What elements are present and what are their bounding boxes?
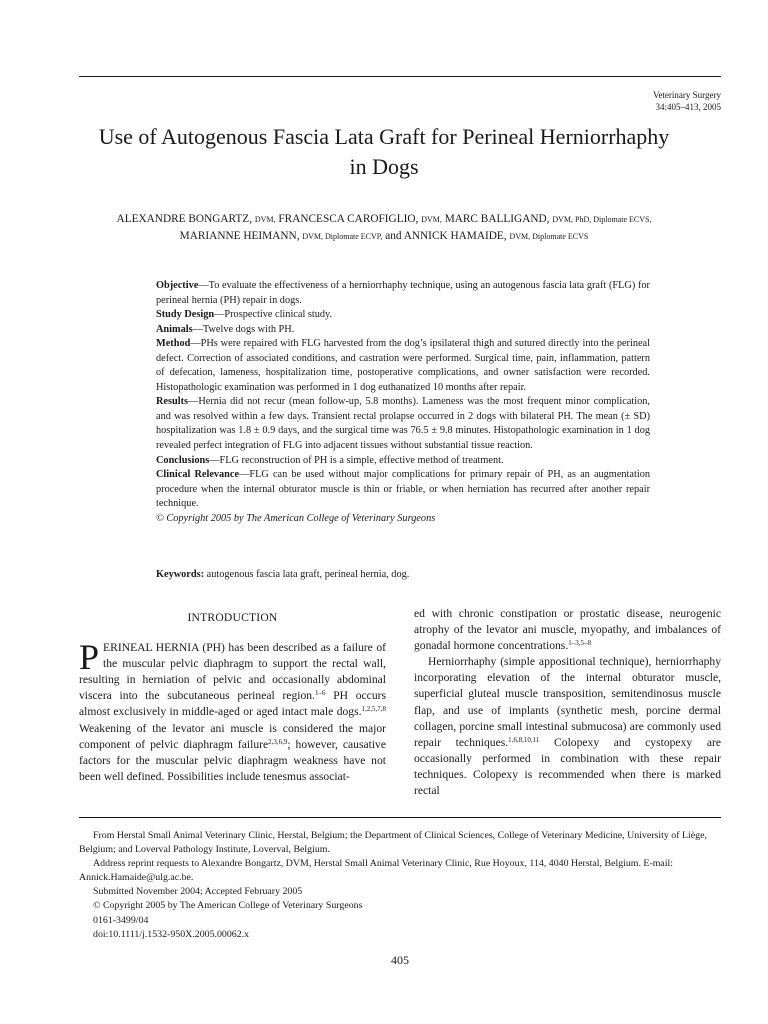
abstract-label: Animals [156, 323, 193, 335]
footnote-doi: doi:10.1111/j.1532-950X.2005.00062.x [93, 928, 250, 940]
author-credentials: DVM, Diplomate ECVP, [302, 232, 383, 241]
abstract-copyright: © Copyright 2005 by The American College of Veterinary Surgeons [156, 512, 436, 524]
citation-ref: 1–3,5–8 [568, 639, 591, 648]
intro-paragraph-2 [414, 654, 721, 799]
author-list [60, 211, 708, 245]
citation-ref: 2,3,6,9 [268, 737, 288, 746]
author-name: ALEXANDRE BONGARTZ, [116, 213, 253, 225]
abstract-label: Method [156, 338, 191, 350]
body-text: ; however, causative factors for the muscular pelvic diaphragm weakness have not been well defined. Possibilities include tenesmus associat- [79, 737, 386, 783]
body-text: Weakening of the levator ani muscle is considered the major component of pelvic diaphragm failure [79, 721, 386, 751]
journal-volume-pages: 34:405–413, 2005 [655, 102, 721, 112]
abstract [156, 279, 650, 526]
body-column-right [414, 606, 721, 799]
abstract-text: —Prospective clinical study. [214, 309, 333, 321]
abstract-label: Study Design [156, 309, 215, 321]
intro-paragraph-1-start [79, 637, 386, 785]
author-name: MARC BALLIGAND, [444, 213, 550, 225]
journal-citation [653, 89, 721, 113]
author-name: ANNICK HAMAIDE, [403, 230, 507, 242]
body-column-left [79, 606, 386, 785]
keywords [156, 568, 650, 582]
author-credentials: DVM, [421, 215, 442, 224]
abstract-conclusions [156, 454, 650, 469]
abstract-label: Results [156, 396, 189, 408]
abstract-label: Conclusions [156, 454, 210, 466]
author-credentials: DVM, [254, 215, 276, 224]
body-text: ed with chronic constipation or prostatic disease, neurogenic atrophy of the levator ani muscle, myopathy, and imbalances of gonadal hormone concentrations. [414, 607, 721, 653]
abstract-method [156, 337, 650, 395]
abstract-text: —To evaluate the effectiveness of a herniorrhaphy technique, using an autogenous fascia lata graft (FLG) for perineal hernia (PH) repair in dogs. [156, 280, 650, 306]
abstract-results [156, 395, 650, 453]
footnotes [79, 829, 721, 942]
body-text: ERINEAL HERNIA (PH) has been described as a failure of the muscular pelvic diaphragm to support the rectal wall, resulting in herniation of pelvic and occasionally abdominal viscera into the subcutaneous perineal region. [79, 641, 386, 703]
page-number: 405 [391, 953, 409, 967]
header-rule [79, 76, 721, 77]
citation-ref: 1–6 [314, 689, 326, 698]
footnote-affiliation: From Herstal Small Animal Veterinary Clinic, Herstal, Belgium; the Department of Clinical Sciences, College of Veterinary Medicine, University of Liège, Belgium; and Loverval Pathology Institute, Loverval, Belgium. [79, 830, 707, 856]
author-credentials: DVM, Diplomate ECVS [509, 232, 589, 241]
abstract-study-design [156, 308, 650, 323]
abstract-text: —PHs were repaired with FLG harvested from the dog’s ipsilateral thigh and sutured directly into the perineal defect. Correction of associated conditions, and castration were performed. Surgical time, pain, inflammation, pattern of defecation, lameness, hospitalization time, postoperative complications, and owner satisfaction were recorded. Histopathologic examination was performed in 1 dog euthanatized 10 months after repair. [156, 338, 650, 393]
citation-ref: 1,2,5,7,8 [361, 705, 386, 714]
citation-ref: 1,6,8,10,11 [508, 735, 540, 744]
footnote-issn: 0161-3499/04 [93, 914, 149, 926]
abstract-label: Objective [156, 280, 199, 291]
abstract-clinical-relevance [156, 468, 650, 512]
keywords-label: Keywords: [156, 569, 205, 580]
article-title [60, 122, 708, 182]
section-heading-introduction: INTRODUCTION [187, 611, 278, 624]
author-line-1 [60, 211, 708, 228]
author-name: MARIANNE HEIMANN, [179, 230, 300, 242]
keywords-text: autogenous fascia lata graft, perineal hernia, dog. [206, 569, 410, 580]
author-credentials: DVM, PhD, Diplomate ECVS, [552, 215, 652, 224]
footnote-submitted: Submitted November 2004; Accepted February 2005 [93, 886, 303, 898]
intro-paragraph-1-continued [414, 606, 721, 654]
abstract-objective [156, 279, 650, 308]
abstract-text: —Twelve dogs with PH. [192, 323, 295, 335]
author-conjunction: and [385, 230, 402, 242]
abstract-label: Clinical Relevance [156, 469, 240, 481]
abstract-animals [156, 323, 650, 338]
footnote-rule [79, 817, 721, 818]
article-title-line-1: Use of Autogenous Fascia Lata Graft for Perineal Herniorrhaphy [98, 124, 670, 149]
abstract-text: —FLG can be used without major complications for primary repair of PH, as an augmentation procedure when the internal obturator muscle is thin or friable, or when herniation has recurred after another repair technique. [156, 469, 650, 510]
footnote-copyright: © Copyright 2005 by The American College of Veterinary Surgeons [93, 900, 363, 912]
author-line-2 [60, 228, 708, 245]
body-text: PH occurs almost exclusively in middle-aged or aged intact male dogs. [79, 689, 386, 719]
author-name: FRANCESCA CAROFIGLIO, [278, 213, 419, 225]
body-text: Colopexy and cystopexy are occasionally performed in combination with these repair techniques. Colopexy is recommended when there is marked rectal [414, 735, 721, 798]
article-title-line-2: in Dogs [349, 154, 419, 179]
abstract-text: —Hernia did not recur (mean follow-up, 5.8 months). Lameness was the most frequent minor complication, and was resolved within a few days. Transient rectal prolapse occurred in 2 dogs with bilateral PH. The mean (± SD) hospitalization was 1.8 ± 0.9 days, and the surgical time was 76.5 ± 9.8 minutes. Histopathologic examination in 1 dog revealed perfect integration of FLG into adjacent tissues without substantial tissue reaction. [156, 396, 650, 452]
drop-cap: P [79, 637, 100, 678]
footnote-reprint: Address reprint requests to Alexandre Bongartz, DVM, Herstal Small Animal Veterinary Clinic, Rue Hoyoux, 114, 4040 Herstal, Belgium. E-mail: Annick.Hamaide@ulg.ac.be. [79, 858, 674, 884]
abstract-text: —FLG reconstruction of PH is a simple, effective method of treatment. [209, 454, 504, 466]
body-text: Herniorrhaphy (simple appositional technique), herniorrhaphy incorporating elevation of the internal obturator muscle, superficial gluteal muscle transposition, semitendinosus muscle flap, and use of implants (synthetic mesh, porcine dermal collagen, porcine small intestinal submucosa) are commonly used repair techniques. [414, 655, 721, 749]
journal-name: Veterinary Surgery [652, 90, 721, 100]
